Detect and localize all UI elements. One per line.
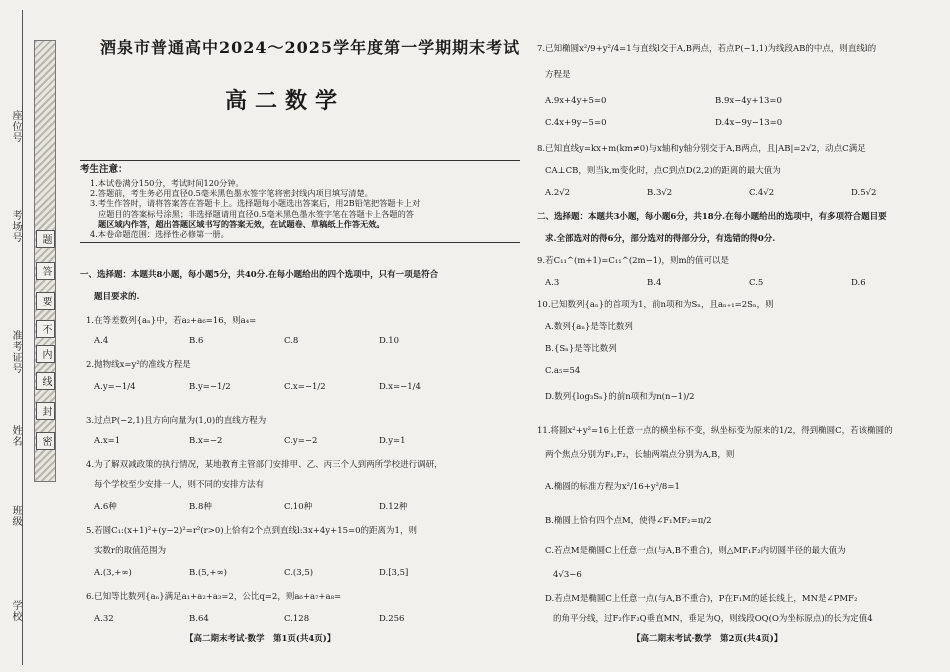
subject-title: 高二数学	[225, 88, 346, 114]
seal-char: 不	[36, 320, 55, 338]
question-7-cont: 方程是	[545, 70, 571, 80]
school-title: 酒泉市普通高中2024～2025学年度第一学期期末考试	[100, 38, 521, 57]
option: B.9x−4y+13=0	[715, 96, 782, 106]
question-3-options	[94, 436, 474, 447]
option: A.x=1	[94, 436, 121, 446]
name-label: 姓名	[10, 425, 21, 447]
ticket-label: 准考证号	[10, 330, 21, 374]
question-9-options	[545, 278, 950, 289]
section1-heading: 一、选择题：本题共8小题，每小题5分，共40分.在每小题给出的四个选项中，只有一项是符合	[80, 270, 439, 280]
notice-title: 考生注意：	[80, 164, 128, 175]
question-11: 11.将圆x²+y²=16上任意一点的横坐标不变，纵坐标变为原来的1/2，得到椭圆C，若该椭圆的	[537, 426, 893, 436]
question-10: 10.已知数列{aₙ}的首项为1，前n项和为Sₙ，且aₙ₊₁=2Sₙ，则	[537, 300, 774, 310]
question-11-option-d-cont: 的角平分线，过F₂作F₂Q垂直MN，垂足为Q，则线段OQ(O为坐标原点)的长为定值4	[553, 614, 873, 624]
option: D.10	[379, 336, 400, 346]
notice-line: 2.答题前，考生务必用直径0.5毫米黑色墨水签字笔将密封线内项目填写清楚。	[90, 188, 373, 199]
school-label: 学校	[10, 600, 21, 622]
option: C.8	[284, 336, 299, 346]
option: A.y=−1/4	[94, 382, 136, 392]
question-11-option-d: D.若点M是椭圆C上任意一点(与A,B不重合)，P在F₁M的延长线上，MN是∠PMF₂	[545, 594, 858, 604]
notice-line: 4.本卷命题范围：选择性必修第一册。	[90, 229, 229, 240]
option: D.4x−9y−13=0	[715, 118, 783, 128]
footer-right: 【高二期末考试·数学 第2页(共4页)】	[632, 634, 783, 644]
option: A.32	[94, 614, 114, 624]
option: B.8种	[189, 502, 212, 512]
question-3: 3.过点P(−2,1)且方向向量为(1,0)的直线方程为	[86, 416, 267, 426]
question-4: 4.为了解双减政策的执行情况，某地教育主管部门安排甲、乙、丙三个人到两所学校进行调研，	[86, 460, 443, 470]
seal-char: 题	[36, 230, 55, 248]
question-8: 8.已知直线y=kx+m(km≠0)与x轴和y轴分别交于A,B两点，且|AB|=2√2，动点C满足	[537, 144, 866, 154]
notice-line: 应题目的答案标号涂黑；非选择题请用直径0.5毫米黑色墨水签字笔在答题卡上各题的答	[98, 208, 414, 219]
option: A.6种	[94, 502, 117, 512]
question-4-cont: 每个学校至少安排一人，则不同的安排方法有	[94, 480, 265, 490]
question-5: 5.若圆C₁:(x+1)²+(y−2)²=r²(r>0)上恰有2个点到直线l:3x+4y+15=0的距离为1，则	[86, 526, 417, 536]
question-7-options-row2	[545, 118, 885, 129]
option: B.y=−1/2	[189, 382, 231, 392]
question-6: 6.已知等比数列{aₙ}满足a₁+a₂+a₃=2，公比q=2，则a₆+a₇+a₈=	[86, 592, 342, 602]
option: C.x=−1/2	[284, 382, 326, 392]
question-10-option-a: A.数列{aₙ}是等比数列	[545, 322, 633, 332]
seal-char: 要	[36, 292, 55, 310]
question-11-cont: 两个焦点分别为F₁,F₂，长轴两端点分别为A,B，则	[545, 450, 735, 460]
option: C.5	[749, 278, 764, 288]
option: D.5√2	[851, 188, 877, 198]
exam-notice	[80, 160, 520, 243]
question-11-option-c-cont: 4√3−6	[553, 570, 582, 580]
question-7-options-row1	[545, 96, 885, 107]
seal-char: 答	[36, 262, 55, 280]
option: A.2√2	[545, 188, 571, 198]
option: C.(3,5)	[284, 568, 314, 578]
question-8-cont: CA⊥CB，则当k,m变化时，点C到点D(2,2)的距离的最大值为	[545, 166, 781, 176]
option: C.128	[284, 614, 310, 624]
seal-char: 内	[36, 345, 55, 363]
option: D.y=1	[379, 436, 406, 446]
question-10-option-b: B.{Sₙ}是等比数列	[545, 344, 617, 354]
notice-line: 1.本试卷满分150分，考试时间120分钟。	[90, 177, 244, 188]
question-1: 1.在等差数列{aₙ}中，若a₂+a₆=16，则a₄=	[86, 316, 257, 326]
option: A.9x+4y+5=0	[545, 96, 607, 106]
option: D.12种	[379, 502, 408, 512]
question-11-option-a: A.椭圆的标准方程为x²/16+y²/8=1	[545, 482, 680, 492]
class-label: 班级	[10, 505, 21, 527]
question-4-options	[94, 502, 474, 513]
option: B.64	[189, 614, 209, 624]
seal-char: 密	[36, 432, 55, 450]
option: B.4	[647, 278, 662, 288]
option: B.x=−2	[189, 436, 223, 446]
question-10-option-c: C.a₅=54	[545, 366, 581, 376]
seat-label: 座位号	[10, 110, 21, 143]
option: A.3	[545, 278, 560, 288]
option: C.10种	[284, 502, 313, 512]
question-11-option-b: B.椭圆上恰有四个点M，使得∠F₁MF₂=π/2	[545, 516, 712, 526]
question-5-options	[94, 568, 474, 579]
question-7: 7.已知椭圆x²/9+y²/4=1与直线l交于A,B两点，若点P(−1,1)为线段AB的中点，则直线l的	[537, 44, 877, 54]
question-2: 2.抛物线x=y²的准线方程是	[86, 360, 191, 370]
option: C.4x+9y−5=0	[545, 118, 607, 128]
binding-strip	[0, 0, 62, 672]
question-6-options	[94, 614, 474, 625]
room-label: 考场号	[10, 210, 21, 243]
question-5-cont: 实数r的取值范围为	[94, 546, 167, 556]
option: B.(5,+∞)	[189, 568, 227, 578]
question-11-option-c: C.若点M是椭圆C上任意一点(与A,B不重合)，则△MF₁F₂内切圆半径的最大值为	[545, 546, 846, 556]
section2-heading-cont: 求.全部选对的得6分，部分选对的得部分分，有选错的得0分.	[545, 234, 776, 244]
question-2-options	[94, 382, 474, 393]
option: D.x=−1/4	[379, 382, 421, 392]
question-8-options	[545, 188, 950, 199]
question-9: 9.若C₁₁^(m+1)=C₁₁^(2m−1)，则m的值可以是	[537, 256, 730, 266]
notice-line: 3.考生作答时，请将答案答在答题卡上。选择题每小题选出答案后，用2B铅笔把答题卡上对	[90, 198, 421, 209]
option: A.(3,+∞)	[94, 568, 132, 578]
option: D.256	[379, 614, 405, 624]
seal-char: 线	[36, 372, 55, 390]
option: B.6	[189, 336, 204, 346]
question-10-option-d: D.数列{log₃Sₙ}的前n项和为n(n−1)/2	[545, 392, 695, 402]
option: D.6	[851, 278, 866, 288]
footer-left: 【高二期末考试·数学 第1页(共4页)】	[185, 634, 336, 644]
notice-line: 题区域内作答，超出答题区域书写的答案无效，在试题卷、草稿纸上作答无效。	[98, 218, 385, 229]
section2-heading: 二、选择题：本题共3小题，每小题6分，共18分.在每小题给出的选项中，有多项符合题目要	[537, 212, 887, 222]
option: C.4√2	[749, 188, 775, 198]
seal-char: 封	[36, 402, 55, 420]
option: A.4	[94, 336, 109, 346]
option: B.3√2	[647, 188, 673, 198]
option: C.y=−2	[284, 436, 318, 446]
question-1-options	[94, 336, 474, 347]
option: D.[3,5]	[379, 568, 409, 578]
section1-heading-cont: 题目要求的.	[94, 292, 140, 302]
